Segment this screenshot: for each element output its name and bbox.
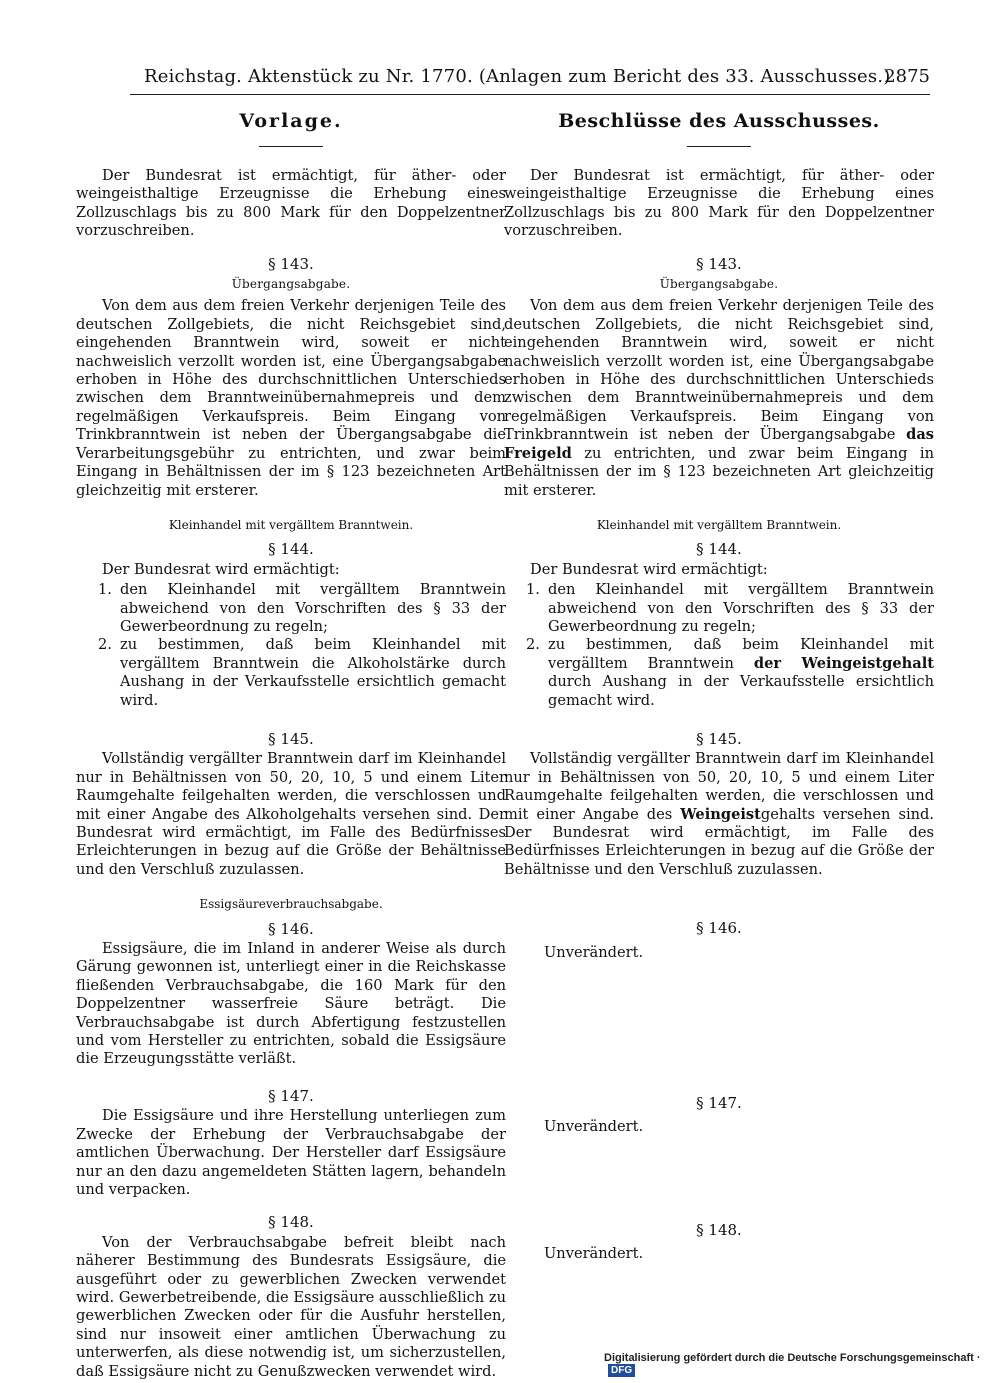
list-item: 1. den Kleinhandel mit vergälltem Branntwein abweichend von den Vorschriften des § 33 der Gewerbeordnung zu regeln; xyxy=(526,581,934,635)
section-143-text: Von dem aus dem freien Verkehr derjenigen Teile des deutschen Zollgebiets, die nicht Reichsgebiet sind, eingehenden Branntwein wird, soweit er nicht nachweislich verzollt worden ist, eine Übergangsabgabe erhoben in Höhe des durchschnittlichen Unterschieds zwischen dem Branntweinübernahmepreis und dem regelmäßigen Verkaufspreis. Beim Eingang von Trinkbranntwein ist neben der Übergangsabgabe das Freigeld zu entrichten, und zwar beim Eingang in Behältnissen der im § 123 bezeichneten Art gleichzeitig mit ersterer. xyxy=(504,297,934,499)
section-143-subtitle: Übergangsabgabe. xyxy=(231,277,351,292)
section-148-text: Von der Verbrauchsabgabe befreit bleibt nach näherer Bestimmung des Bundesrats Essigsäure, die ausgeführt oder zu gewerblichen Zwecken verwendet wird. Gewerbetreibende, die Essigsäure ausschließlich zu gewerblichen Zwecken oder für die Ausfuhr herstellen, sind nur insoweit einer amtlichen Überwachung zu unterwerfen, als diese notwendig ist, um sicherzustellen, daß Essigsäure nicht zu Genußzwecken verwendet wird. xyxy=(76,1233,506,1380)
section-143-title: § 143. xyxy=(268,254,314,273)
section-146-text: Unverändert. xyxy=(544,943,644,961)
section-146-title: § 146. xyxy=(268,919,314,938)
title-rule xyxy=(259,146,323,147)
section-144-list xyxy=(76,581,506,710)
section-144-intro: Der Bundesrat wird ermächtigt: xyxy=(102,560,340,578)
section-145-text: Vollständig vergällter Branntwein darf im Kleinhandel nur in Behältnissen von 50, 20, 10, 5 und einem Liter Raumgehalte feilgehalten werden, die verschlossen und mit einer Angabe des Weingeistgehalts versehen sind. Der Bundesrat wird ermächtigt, im Falle des Bedürfnisses Erleichterungen in bezug auf die Größe der Behältnisse und den Verschluß zuzulassen. xyxy=(504,750,934,878)
column-title-vorlage: Vorlage. xyxy=(239,110,343,132)
amended-text: der Weingeistgehalt xyxy=(753,654,934,672)
amended-text: Weingeist xyxy=(680,805,761,823)
footer-text: Digitalisierung gefördert durch die Deutsche Forschungsgemeinschaft · xyxy=(604,1352,981,1364)
section-143-title: § 143. xyxy=(696,254,742,273)
page-number: 2875 xyxy=(884,66,930,87)
section-144-list xyxy=(504,581,934,710)
section-145-title: § 145. xyxy=(268,729,314,748)
section-144-title: § 144. xyxy=(696,540,742,559)
page-header xyxy=(130,64,930,95)
header-title: Reichstag. Aktenstück zu Nr. 1770. (Anlagen zum Bericht des 33. Ausschusses.) xyxy=(144,66,891,87)
section-143-text: Von dem aus dem freien Verkehr derjenigen Teile des deutschen Zollgebiets, die nicht Reichsgebiet sind, eingehenden Branntwein wird, soweit er nicht nachweislich verzollt worden ist, eine Übergangsabgabe erhoben in Höhe des durchschnittlichen Unterschieds zwischen dem Branntweinübernahmepreis und dem regelmäßigen Verkaufspreis. Beim Eingang von Trinkbranntwein ist neben der Übergangsabgabe die Verarbeitungsgebühr zu entrichten, und zwar beim Eingang in Behältnissen der im § 123 bezeichneten Art gleichzeitig mit ersterer. xyxy=(76,297,506,499)
heading-essigsaeure: Essigsäureverbrauchsabgabe. xyxy=(199,897,383,912)
list-item: 1. den Kleinhandel mit vergälltem Branntwein abweichend von den Vorschriften des § 33 der Gewerbeordnung zu regeln; xyxy=(98,581,506,635)
section-148-title: § 148. xyxy=(696,1220,742,1239)
intro-paragraph: Der Bundesrat ist ermächtigt, für äther- oder weingeisthaltige Erzeugnisse die Erhebung eines Zollzuschlags bis zu 800 Mark für den Doppelzentner vorzuschreiben. xyxy=(76,167,506,240)
section-148-text: Unverändert. xyxy=(544,1245,644,1263)
section-148-title: § 148. xyxy=(268,1213,314,1232)
intro-paragraph: Der Bundesrat ist ermächtigt, für äther- oder weingeisthaltige Erzeugnisse die Erhebung eines Zollzuschlags bis zu 800 Mark für den Doppelzentner vorzuschreiben. xyxy=(504,167,934,240)
section-147-text: Die Essigsäure und ihre Herstellung unterliegen zum Zwecke der Erhebung der Verbrauchsabgabe der amtlichen Überwachung. Der Hersteller darf Essigsäure nur an den dazu angemeldeten Stätten lagern, behandeln und verpacken. xyxy=(76,1107,506,1198)
section-147-title: § 147. xyxy=(268,1086,314,1105)
dfg-logo: DFG xyxy=(608,1364,635,1377)
section-146-title: § 146. xyxy=(696,919,742,938)
amended-text: das Freigeld xyxy=(504,426,934,462)
section-146-text: Essigsäure, die im Inland in anderer Weise als durch Gärung gewonnen ist, unterliegt einer in die Reichskasse fließenden Verbrauchsabgabe, die 160 Mark für den Doppelzentner wasserfreie Säure beträgt. Die Verbrauchsabgabe ist durch Abfertigung festzustellen und vom Hersteller zu entrichten, sobald die Essigsäure die Erzeugungsstätte verläßt. xyxy=(76,940,506,1068)
section-144-title: § 144. xyxy=(268,540,314,559)
left-column-vorlage xyxy=(76,112,506,1381)
section-144-intro: Der Bundesrat wird ermächtigt: xyxy=(530,560,768,578)
column-title-beschluesse: Beschlüsse des Ausschusses. xyxy=(558,110,880,132)
heading-kleinhandel: Kleinhandel mit vergälltem Branntwein. xyxy=(168,517,414,532)
right-column-beschluesse xyxy=(504,112,934,1264)
section-143-subtitle: Übergangsabgabe. xyxy=(659,277,779,292)
section-145-text: Vollständig vergällter Branntwein darf im Kleinhandel nur in Behältnissen von 50, 20, 10, 5 und einem Liter Raumgehalte feilgehalten werden, die verschlossen und mit einer Angabe des Alkoholgehalts versehen sind. Der Bundesrat wird ermächtigt, im Falle des Bedürfnisses Erleichterungen in bezug auf die Größe der Behältnisse und den Verschluß zuzulassen. xyxy=(76,750,506,878)
section-147-text: Unverändert. xyxy=(544,1118,644,1136)
heading-kleinhandel: Kleinhandel mit vergälltem Branntwein. xyxy=(596,517,842,532)
section-147-title: § 147. xyxy=(696,1094,742,1113)
section-145-title: § 145. xyxy=(696,729,742,748)
digitization-footer xyxy=(604,1352,1000,1377)
list-item: 2. zu bestimmen, daß beim Kleinhandel mit vergälltem Branntwein die Alkoholstärke durch Aushang in der Verkaufsstelle ersichtlich gemacht wird. xyxy=(98,636,506,709)
title-rule xyxy=(687,146,751,147)
list-item: 2. zu bestimmen, daß beim Kleinhandel mit vergälltem Branntwein der Weingeistgehalt durch Aushang in der Verkaufsstelle ersichtlich gemacht wird. xyxy=(526,636,934,709)
